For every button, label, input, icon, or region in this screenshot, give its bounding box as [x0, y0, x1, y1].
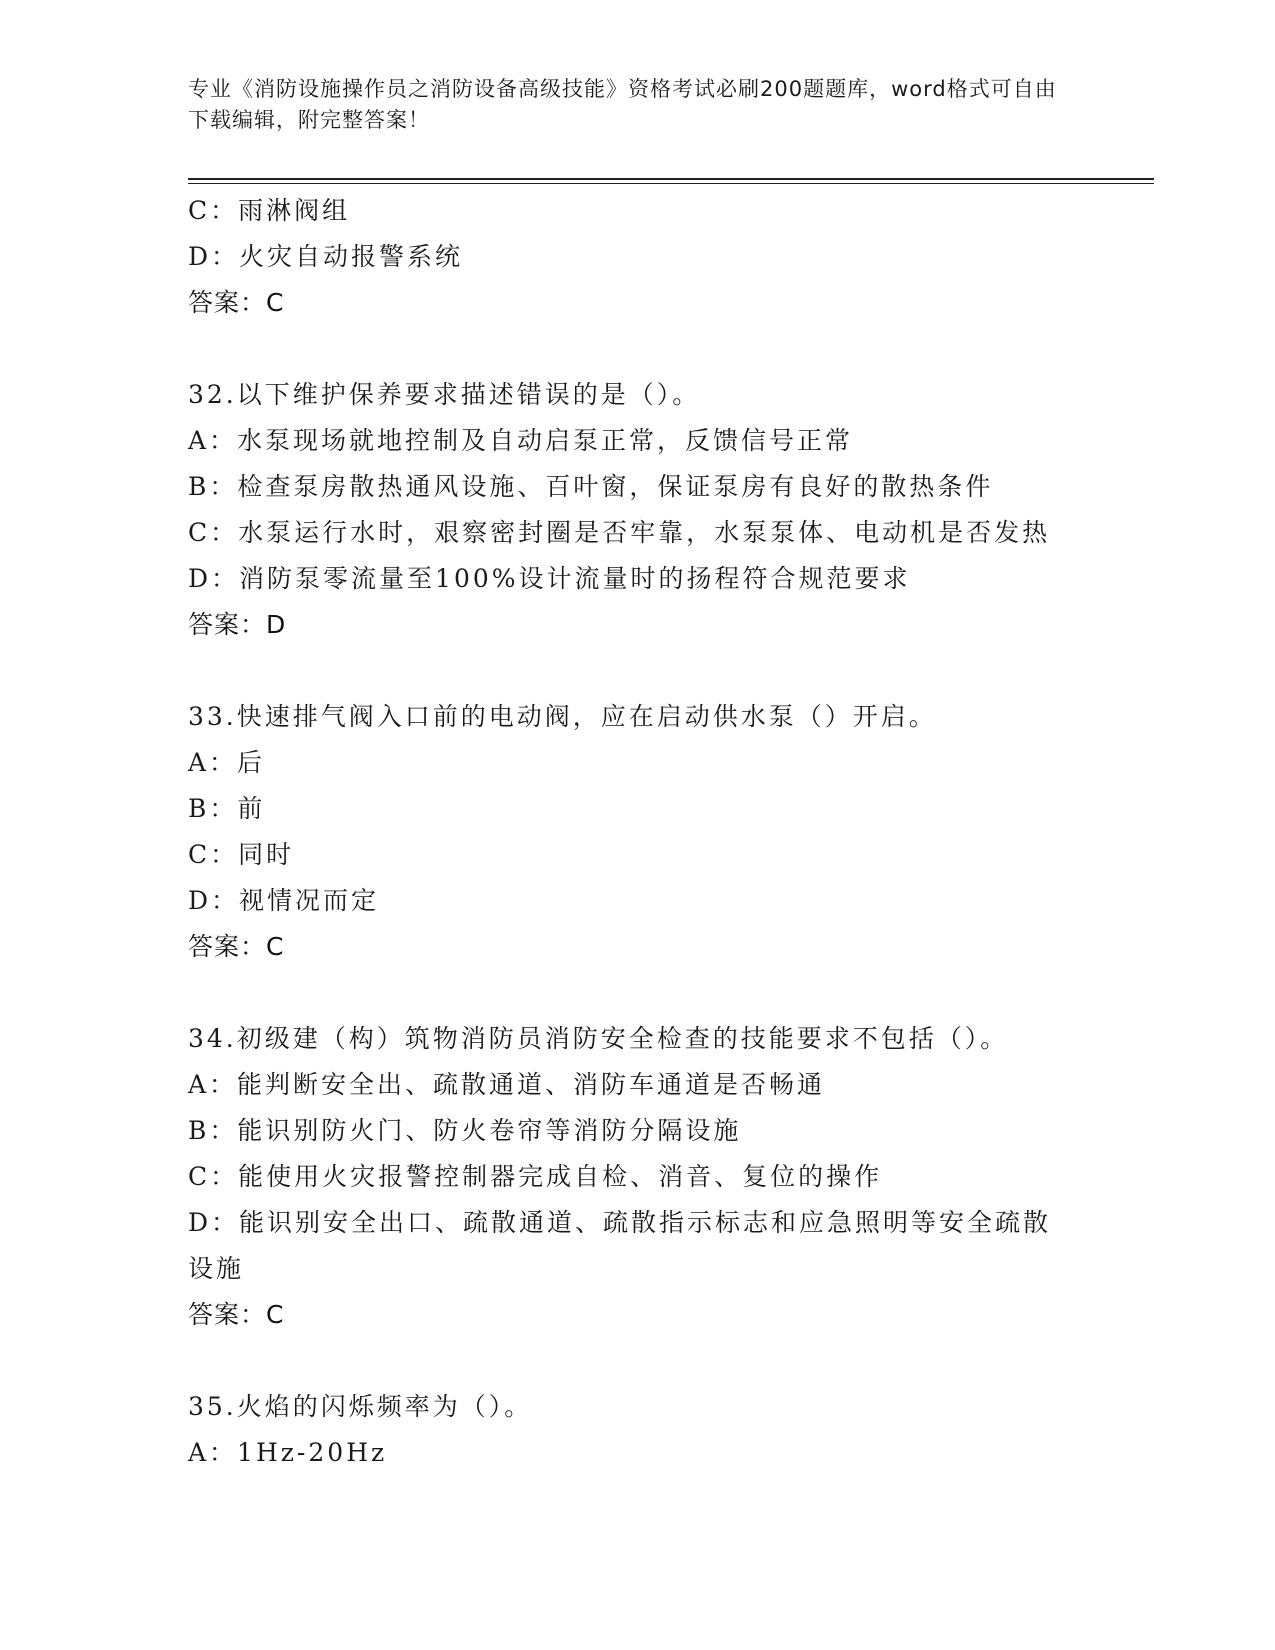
- answer: 答案：C: [188, 288, 285, 317]
- question-text: 35.火焰的闪烁频率为（）。: [188, 1392, 533, 1421]
- option-a: A：水泵现场就地控制及自动启泵正常，反馈信号正常: [188, 426, 854, 455]
- question-34: [188, 1016, 1088, 1338]
- spacer: [188, 970, 1088, 1016]
- answer: 答案：C: [188, 932, 285, 961]
- option-c: C：水泵运行水时，艰察密封圈是否牢靠，水泵泵体、电动机是否发热: [188, 518, 1051, 547]
- question-text: 32.以下维护保养要求描述错误的是（）。: [188, 380, 701, 409]
- question-fragment: [188, 188, 1088, 326]
- question-list: [188, 188, 1088, 1476]
- question-32: [188, 372, 1088, 648]
- option-c: C：能使用火灾报警控制器完成自检、消音、复位的操作: [188, 1162, 883, 1191]
- spacer: [188, 326, 1088, 372]
- header-divider-thin: [188, 183, 1154, 184]
- option-c: C：雨淋阀组: [188, 196, 351, 225]
- option-d: D：火灾自动报警系统: [188, 242, 464, 271]
- option-d: D：能识别安全出口、疏散通道、疏散指示标志和应急照明等安全疏散设施: [188, 1208, 1052, 1283]
- question-text: 34.初级建（构）筑物消防员消防安全检查的技能要求不包括（）。: [188, 1024, 1009, 1053]
- question-33: [188, 694, 1088, 970]
- option-d: D：视情况而定: [188, 886, 380, 915]
- option-b: B：能识别防火门、防火卷帘等消防分隔设施: [188, 1116, 742, 1145]
- option-b: B：前: [188, 794, 266, 823]
- document-header: 专业《消防设施操作员之消防设备高级技能》资格考试必刷200题题库，word格式可自由下载编辑，附完整答案！: [188, 77, 1057, 132]
- option-c: C：同时: [188, 840, 295, 869]
- option-a: A：能判断安全出、疏散通道、消防车通道是否畅通: [188, 1070, 826, 1099]
- spacer: [188, 1338, 1088, 1384]
- spacer: [188, 648, 1088, 694]
- option-b: B：检查泵房散热通风设施、百叶窗，保证泵房有良好的散热条件: [188, 472, 994, 501]
- option-a: A：1Hz-20Hz: [188, 1438, 388, 1467]
- option-d: D：消防泵零流量至100%设计流量时的扬程符合规范要求: [188, 564, 911, 593]
- header-divider-thick: [188, 178, 1154, 180]
- option-a: A：后: [188, 748, 266, 777]
- answer: 答案：C: [188, 1300, 285, 1329]
- question-text: 33.快速排气阀入口前的电动阀，应在启动供水泵（）开启。: [188, 702, 937, 731]
- answer: 答案：D: [188, 610, 287, 639]
- question-35: [188, 1384, 1088, 1476]
